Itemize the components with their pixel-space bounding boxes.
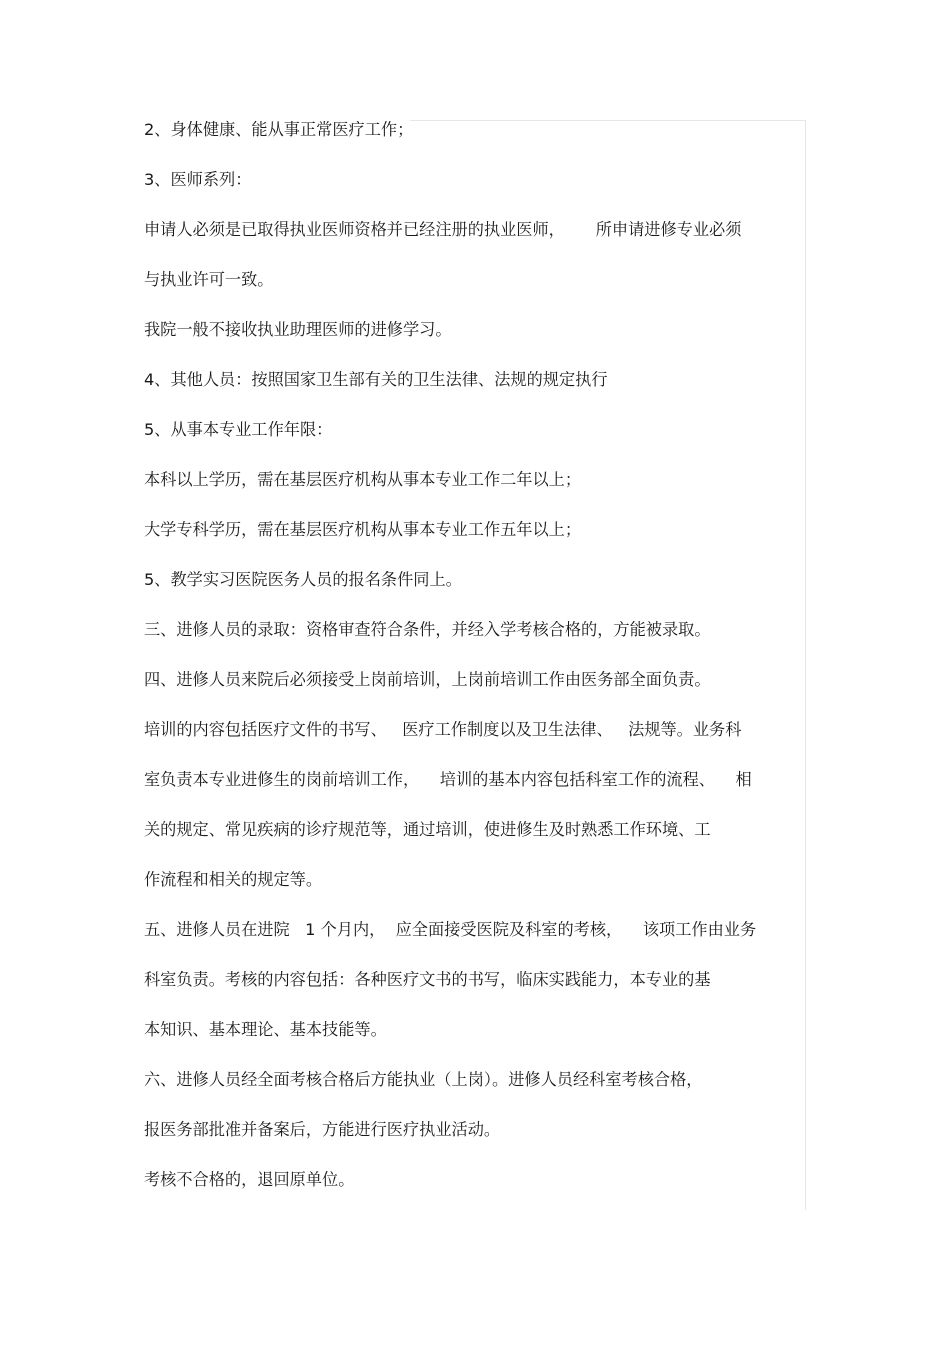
text-line: 培训的内容包括医疗文件的书写、 医疗工作制度以及卫生法律、 法规等。业务科 (144, 720, 742, 739)
text-line: 2、身体健康、能从事正常医疗工作； (144, 120, 414, 139)
text-line: 五、进修人员在进院 1 个月内， 应全面接受医院及科室的考核， 该项工作由业务 (144, 920, 757, 939)
text-line: 与执业许可一致。 (144, 270, 274, 289)
text-line: 申请人必须是已取得执业医师资格并已经注册的执业医师， 所申请进修专业必须 (144, 220, 742, 239)
document-body (144, 115, 808, 1215)
text-line: 三、进修人员的录取：资格审查符合条件，并经入学考核合格的，方能被录取。 (144, 620, 711, 639)
text-line: 4、其他人员：按照国家卫生部有关的卫生法律、法规的规定执行 (144, 370, 608, 389)
text-line: 报医务部批准并备案后，方能进行医疗执业活动。 (144, 1120, 501, 1139)
text-line: 5、从事本专业工作年限： (144, 420, 333, 439)
text-line: 室负责本专业进修生的岗前培训工作， 培训的基本内容包括科室工作的流程、 相 (144, 770, 752, 789)
text-line: 5、教学实习医院医务人员的报名条件同上。 (144, 570, 462, 589)
text-line: 关的规定、常见疾病的诊疗规范等，通过培训，使进修生及时熟悉工作环境、工 (144, 820, 711, 839)
text-line: 大学专科学历，需在基层医疗机构从事本专业工作五年以上； (144, 520, 582, 539)
text-line: 六、进修人员经全面考核合格后方能执业（上岗）。进修人员经科室考核合格， (144, 1070, 703, 1089)
text-line: 本知识、基本理论、基本技能等。 (144, 1020, 387, 1039)
text-line: 本科以上学历，需在基层医疗机构从事本专业工作二年以上； (144, 470, 582, 489)
text-line: 科室负责。考核的内容包括：各种医疗文书的书写，临床实践能力，本专业的基 (144, 970, 711, 989)
text-line: 3、医师系列： (144, 170, 252, 189)
text-line: 四、进修人员来院后必须接受上岗前培训，上岗前培训工作由医务部全面负责。 (144, 670, 711, 689)
text-line: 考核不合格的，退回原单位。 (144, 1170, 355, 1189)
text-line: 我院一般不接收执业助理医师的进修学习。 (144, 320, 452, 339)
text-line: 作流程和相关的规定等。 (144, 870, 323, 889)
